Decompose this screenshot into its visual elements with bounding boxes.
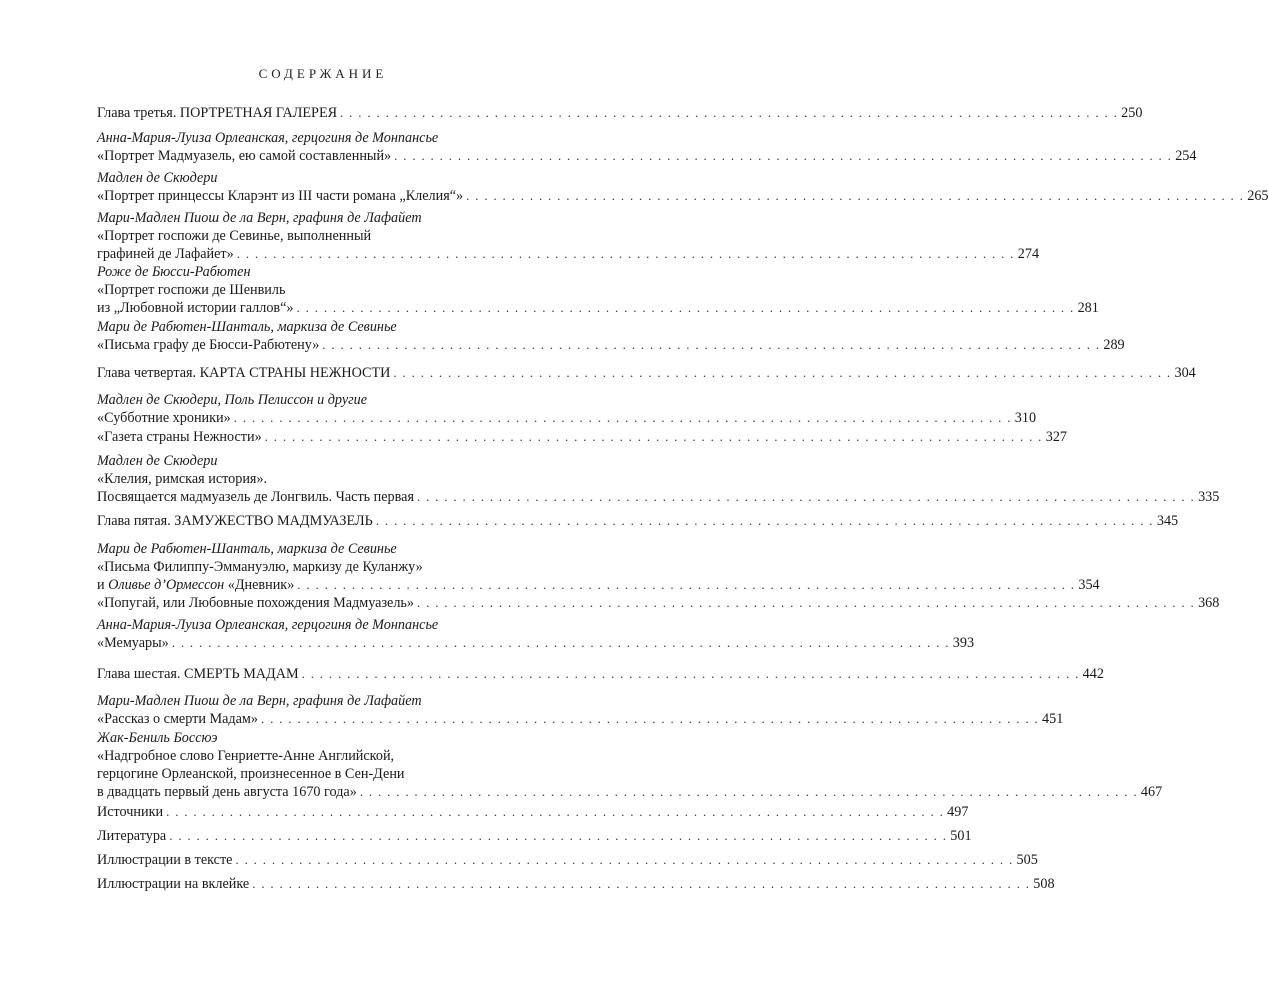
title-text: «Рассказ о смерти Мадам» (97, 711, 258, 727)
page-number: 508 (1033, 876, 1055, 892)
page-number: 310 (1014, 410, 1037, 426)
dot-leader: . . . . . . . . . . . . . . . . . . . . . . . . . . . . . . . . . . . . . . . . . . . . . . . . . . . . . . . . . . . . . . . . . . . . . . . . . . . . . . . . . . . . . . (340, 105, 1119, 120)
toc-entry[interactable] (97, 729, 1163, 801)
chapter-entry[interactable] (97, 665, 1104, 683)
toc-line (97, 576, 1100, 594)
page-number: 345 (1156, 513, 1179, 529)
dot-leader: . . . . . . . . . . . . . . . . . . . . . . . . . . . . . . . . . . . . . . . . . . . . . . . . . . . . . . . . . . . . . . . . . . . . . . . . . . . . . . . . . . . . . . (322, 337, 1101, 352)
title-text: «Портрет Мадмуазель, ею самой составленный» (97, 148, 392, 164)
title-text: из „Любовной истории галлов“» (97, 300, 294, 316)
dot-leader: . . . . . . . . . . . . . . . . . . . . . . . . . . . . . . . . . . . . . . . . . . . . . . . . . . . . . . . . . . . . . . . . . . . . . . . . . . . . . . . . . . . . . . (417, 489, 1196, 504)
title-text: Глава пятая. ЗАМУЖЕСТВО МАДМУАЗЕЛЬ (97, 513, 373, 529)
title-line: «Портрет госпожи де Шенвиль (97, 282, 286, 298)
page-number: 265 (1247, 188, 1269, 204)
entry-title (97, 245, 234, 263)
title-text: и (97, 577, 109, 593)
author-name: Анна-Мария-Луиза Орлеанская, герцогиня де Монпансье (97, 617, 439, 633)
author-name: Роже де Бюсси-Рабютен (97, 264, 251, 280)
toc-line (97, 428, 1068, 446)
toc-line (97, 710, 1064, 728)
dot-leader: . . . . . . . . . . . . . . . . . . . . . . . . . . . . . . . . . . . . . . . . . . . . . . . . . . . . . . . . . . . . . . . . . . . . . . . . . . . . . . . . . . . . . . (166, 804, 945, 819)
backmatter-entry[interactable] (97, 851, 1038, 869)
entry-title (97, 187, 463, 205)
dot-leader: . . . . . . . . . . . . . . . . . . . . . . . . . . . . . . . . . . . . . . . . . . . . . . . . . . . . . . . . . . . . . . . . . . . . . . . . . . . . . . . . . . . . . . (264, 429, 1043, 444)
dot-leader: . . . . . . . . . . . . . . . . . . . . . . . . . . . . . . . . . . . . . . . . . . . . . . . . . . . . . . . . . . . . . . . . . . . . . . . . . . . . . . . . . . . . . . (169, 828, 948, 843)
entry-title (97, 104, 337, 122)
author-name: Мадлен де Скюдери (97, 170, 218, 186)
title-line: «Клелия, римская история». (97, 471, 268, 487)
author-name: Мари-Мадлен Пиош де ла Верн, графиня де Лафайет (97, 693, 422, 709)
page-number: 368 (1198, 595, 1220, 611)
title-text: Литература (97, 828, 167, 844)
dot-leader: . . . . . . . . . . . . . . . . . . . . . . . . . . . . . . . . . . . . . . . . . . . . . . . . . . . . . . . . . . . . . . . . . . . . . . . . . . . . . . . . . . . . . . (393, 365, 1172, 380)
toc-line (97, 594, 1220, 612)
toc-entry[interactable] (97, 594, 1220, 612)
toc-line (97, 827, 972, 845)
title-line: «Надгробное слово Генриетте-Анне Английской, (97, 748, 395, 764)
dot-leader: . . . . . . . . . . . . . . . . . . . . . . . . . . . . . . . . . . . . . . . . . . . . . . . . . . . . . . . . . . . . . . . . . . . . . . . . . . . . . . . . . . . . . . (235, 852, 1014, 867)
dot-leader: . . . . . . . . . . . . . . . . . . . . . . . . . . . . . . . . . . . . . . . . . . . . . . . . . . . . . . . . . . . . . . . . . . . . . . . . . . . . . . . . . . . . . . (417, 595, 1196, 610)
dot-leader: . . . . . . . . . . . . . . . . . . . . . . . . . . . . . . . . . . . . . . . . . . . . . . . . . . . . . . . . . . . . . . . . . . . . . . . . . . . . . . . . . . . . . . (375, 513, 1154, 528)
toc-entry[interactable] (97, 428, 1068, 446)
title-text: «Дневник» (224, 577, 295, 593)
entry-title (97, 299, 294, 317)
title-text: графиней де Лафайет» (97, 246, 234, 262)
title-text: Посвящается мадмуазель де Лонгвиль. Часть первая (97, 489, 414, 505)
title-text: в двадцать первый день августа 1670 года» (97, 784, 357, 800)
entry-title (97, 594, 414, 612)
toc-line (97, 245, 1040, 263)
chapter-entry[interactable] (97, 512, 1179, 530)
toc-line (97, 783, 1163, 801)
title-line: «Портрет госпожи де Севинье, выполненный (97, 228, 372, 244)
page-number: 289 (1103, 337, 1125, 353)
title-text: «Мемуары» (97, 635, 169, 651)
toc-line (97, 104, 1143, 122)
author-name: Мадлен де Скюдери (97, 453, 218, 469)
backmatter-entry[interactable] (97, 827, 972, 845)
entry-title (97, 803, 163, 821)
title-line: герцогине Орлеанской, произнесенное в Сен-Дени (97, 766, 405, 782)
toc-line (97, 299, 1099, 317)
toc-line (97, 803, 969, 821)
entry-title (97, 364, 390, 382)
title-text: Глава шестая. СМЕРТЬ МАДАМ (97, 666, 299, 682)
toc-entry[interactable] (97, 540, 1100, 594)
page-number: 335 (1198, 489, 1220, 505)
author-name: Мадлен де Скюдери, Поль Пелиссон и другие (97, 392, 368, 408)
title-text: Глава четвертая. КАРТА СТРАНЫ НЕЖНОСТИ (97, 365, 391, 381)
page-number: 281 (1077, 300, 1099, 316)
entry-title (97, 409, 231, 427)
dot-leader: . . . . . . . . . . . . . . . . . . . . . . . . . . . . . . . . . . . . . . . . . . . . . . . . . . . . . . . . . . . . . . . . . . . . . . . . . . . . . . . . . . . . . . (297, 577, 1076, 592)
chapter-entry[interactable] (97, 104, 1143, 122)
page-number: 254 (1175, 148, 1197, 164)
toc-line (97, 488, 1220, 506)
toc-line (97, 875, 1055, 893)
page-number: 442 (1082, 666, 1104, 682)
page-number: 505 (1016, 852, 1038, 868)
toc-line (97, 851, 1038, 869)
dot-leader: . . . . . . . . . . . . . . . . . . . . . . . . . . . . . . . . . . . . . . . . . . . . . . . . . . . . . . . . . . . . . . . . . . . . . . . . . . . . . . . . . . . . . . (359, 784, 1138, 799)
title-line: «Письма Филиппу-Эммануэлю, маркизу де Куланжу» (97, 559, 423, 575)
backmatter-entry[interactable] (97, 803, 969, 821)
author-name: Мари де Рабютен-Шанталь, маркиза де Севинье (97, 541, 397, 557)
entry-title (97, 147, 391, 165)
toc-entry[interactable] (97, 263, 1099, 317)
dot-leader: . . . . . . . . . . . . . . . . . . . . . . . . . . . . . . . . . . . . . . . . . . . . . . . . . . . . . . . . . . . . . . . . . . . . . . . . . . . . . . . . . . . . . . (233, 410, 1012, 425)
dot-leader: . . . . . . . . . . . . . . . . . . . . . . . . . . . . . . . . . . . . . . . . . . . . . . . . . . . . . . . . . . . . . . . . . . . . . . . . . . . . . . . . . . . . . . (252, 876, 1031, 891)
title-text: Иллюстрации на вклейке (97, 876, 250, 892)
toc-heading: СОДЕРЖАНИЕ (258, 66, 388, 81)
title-text: «Попугай, или Любовные похождения Мадмуазель» (97, 595, 414, 611)
entry-title (97, 428, 262, 446)
dot-leader: . . . . . . . . . . . . . . . . . . . . . . . . . . . . . . . . . . . . . . . . . . . . . . . . . . . . . . . . . . . . . . . . . . . . . . . . . . . . . . . . . . . . . . (301, 666, 1080, 681)
entry-title (97, 875, 249, 893)
page-number: 354 (1078, 577, 1100, 593)
page-number: 250 (1121, 105, 1143, 121)
entry-title (97, 634, 169, 652)
title-text: Глава третья. ПОРТРЕТНАЯ ГАЛЕРЕЯ (97, 105, 338, 121)
toc-entry[interactable] (97, 129, 1197, 165)
toc-line (97, 665, 1104, 683)
toc-line (97, 336, 1125, 354)
toc-entry[interactable] (97, 169, 1269, 205)
dot-leader: . . . . . . . . . . . . . . . . . . . . . . . . . . . . . . . . . . . . . . . . . . . . . . . . . . . . . . . . . . . . . . . . . . . . . . . . . . . . . . . . . . . . . . (171, 635, 950, 650)
author-name: Мари-Мадлен Пиош де ла Верн, графиня де Лафайет (97, 210, 422, 226)
title-text: «Письма графу де Бюсси-Рабютену» (97, 337, 320, 353)
backmatter-entry[interactable] (97, 875, 1055, 893)
entry-title (97, 851, 232, 869)
entry-title (97, 336, 319, 354)
title-text: «Субботние хроники» (97, 410, 231, 426)
toc-line (97, 147, 1197, 165)
toc-entry[interactable] (97, 318, 1125, 354)
toc-entry[interactable] (97, 452, 1220, 506)
toc-line (97, 187, 1269, 205)
entry-title (97, 783, 357, 801)
dot-leader: . . . . . . . . . . . . . . . . . . . . . . . . . . . . . . . . . . . . . . . . . . . . . . . . . . . . . . . . . . . . . . . . . . . . . . . . . . . . . . . . . . . . . . (260, 711, 1040, 726)
title-text: Иллюстрации в тексте (97, 852, 233, 868)
author-name: Анна-Мария-Луиза Орлеанская, герцогиня де Монпансье (97, 130, 439, 146)
dot-leader: . . . . . . . . . . . . . . . . . . . . . . . . . . . . . . . . . . . . . . . . . . . . . . . . . . . . . . . . . . . . . . . . . . . . . . . . . . . . . . . . . . . . . . (236, 246, 1015, 261)
toc-line (97, 634, 975, 652)
toc-entry[interactable] (97, 692, 1064, 728)
page-number: 467 (1140, 784, 1163, 800)
entry-title (97, 665, 299, 683)
entry-title (97, 512, 373, 530)
toc-entry[interactable] (97, 209, 1040, 263)
author-name: Мари де Рабютен-Шанталь, маркиза де Севинье (97, 319, 397, 335)
author-name-inline: Оливье д’Ормессон (108, 577, 225, 593)
toc-line (97, 512, 1179, 530)
page-number: 393 (952, 635, 975, 651)
toc-entry[interactable] (97, 391, 1037, 427)
page-number: 451 (1042, 711, 1064, 727)
dot-leader: . . . . . . . . . . . . . . . . . . . . . . . . . . . . . . . . . . . . . . . . . . . . . . . . . . . . . . . . . . . . . . . . . . . . . . . . . . . . . . . . . . . . . . (394, 148, 1173, 163)
entry-title (97, 488, 414, 506)
entry-title (97, 710, 258, 728)
page-number: 327 (1045, 429, 1068, 445)
author-name: Жак-Бениль Боссюэ (97, 730, 218, 746)
chapter-entry[interactable] (97, 364, 1196, 382)
dot-leader: . . . . . . . . . . . . . . . . . . . . . . . . . . . . . . . . . . . . . . . . . . . . . . . . . . . . . . . . . . . . . . . . . . . . . . . . . . . . . . . . . . . . . . (466, 188, 1245, 203)
entry-title (97, 827, 166, 845)
page-number: 501 (950, 828, 972, 844)
page-number: 274 (1017, 246, 1040, 262)
dot-leader: . . . . . . . . . . . . . . . . . . . . . . . . . . . . . . . . . . . . . . . . . . . . . . . . . . . . . . . . . . . . . . . . . . . . . . . . . . . . . . . . . . . . . . (296, 300, 1075, 315)
entry-title (97, 576, 294, 594)
title-text: «Газета страны Нежности» (97, 429, 262, 445)
title-text: «Портрет принцессы Кларэнт из III части романа „Клелия“» (97, 188, 464, 204)
toc-line (97, 364, 1196, 382)
page-number: 497 (947, 804, 969, 820)
page-number: 304 (1174, 365, 1196, 381)
toc-entry[interactable] (97, 616, 975, 652)
title-text: Источники (97, 804, 164, 820)
toc-line (97, 409, 1037, 427)
